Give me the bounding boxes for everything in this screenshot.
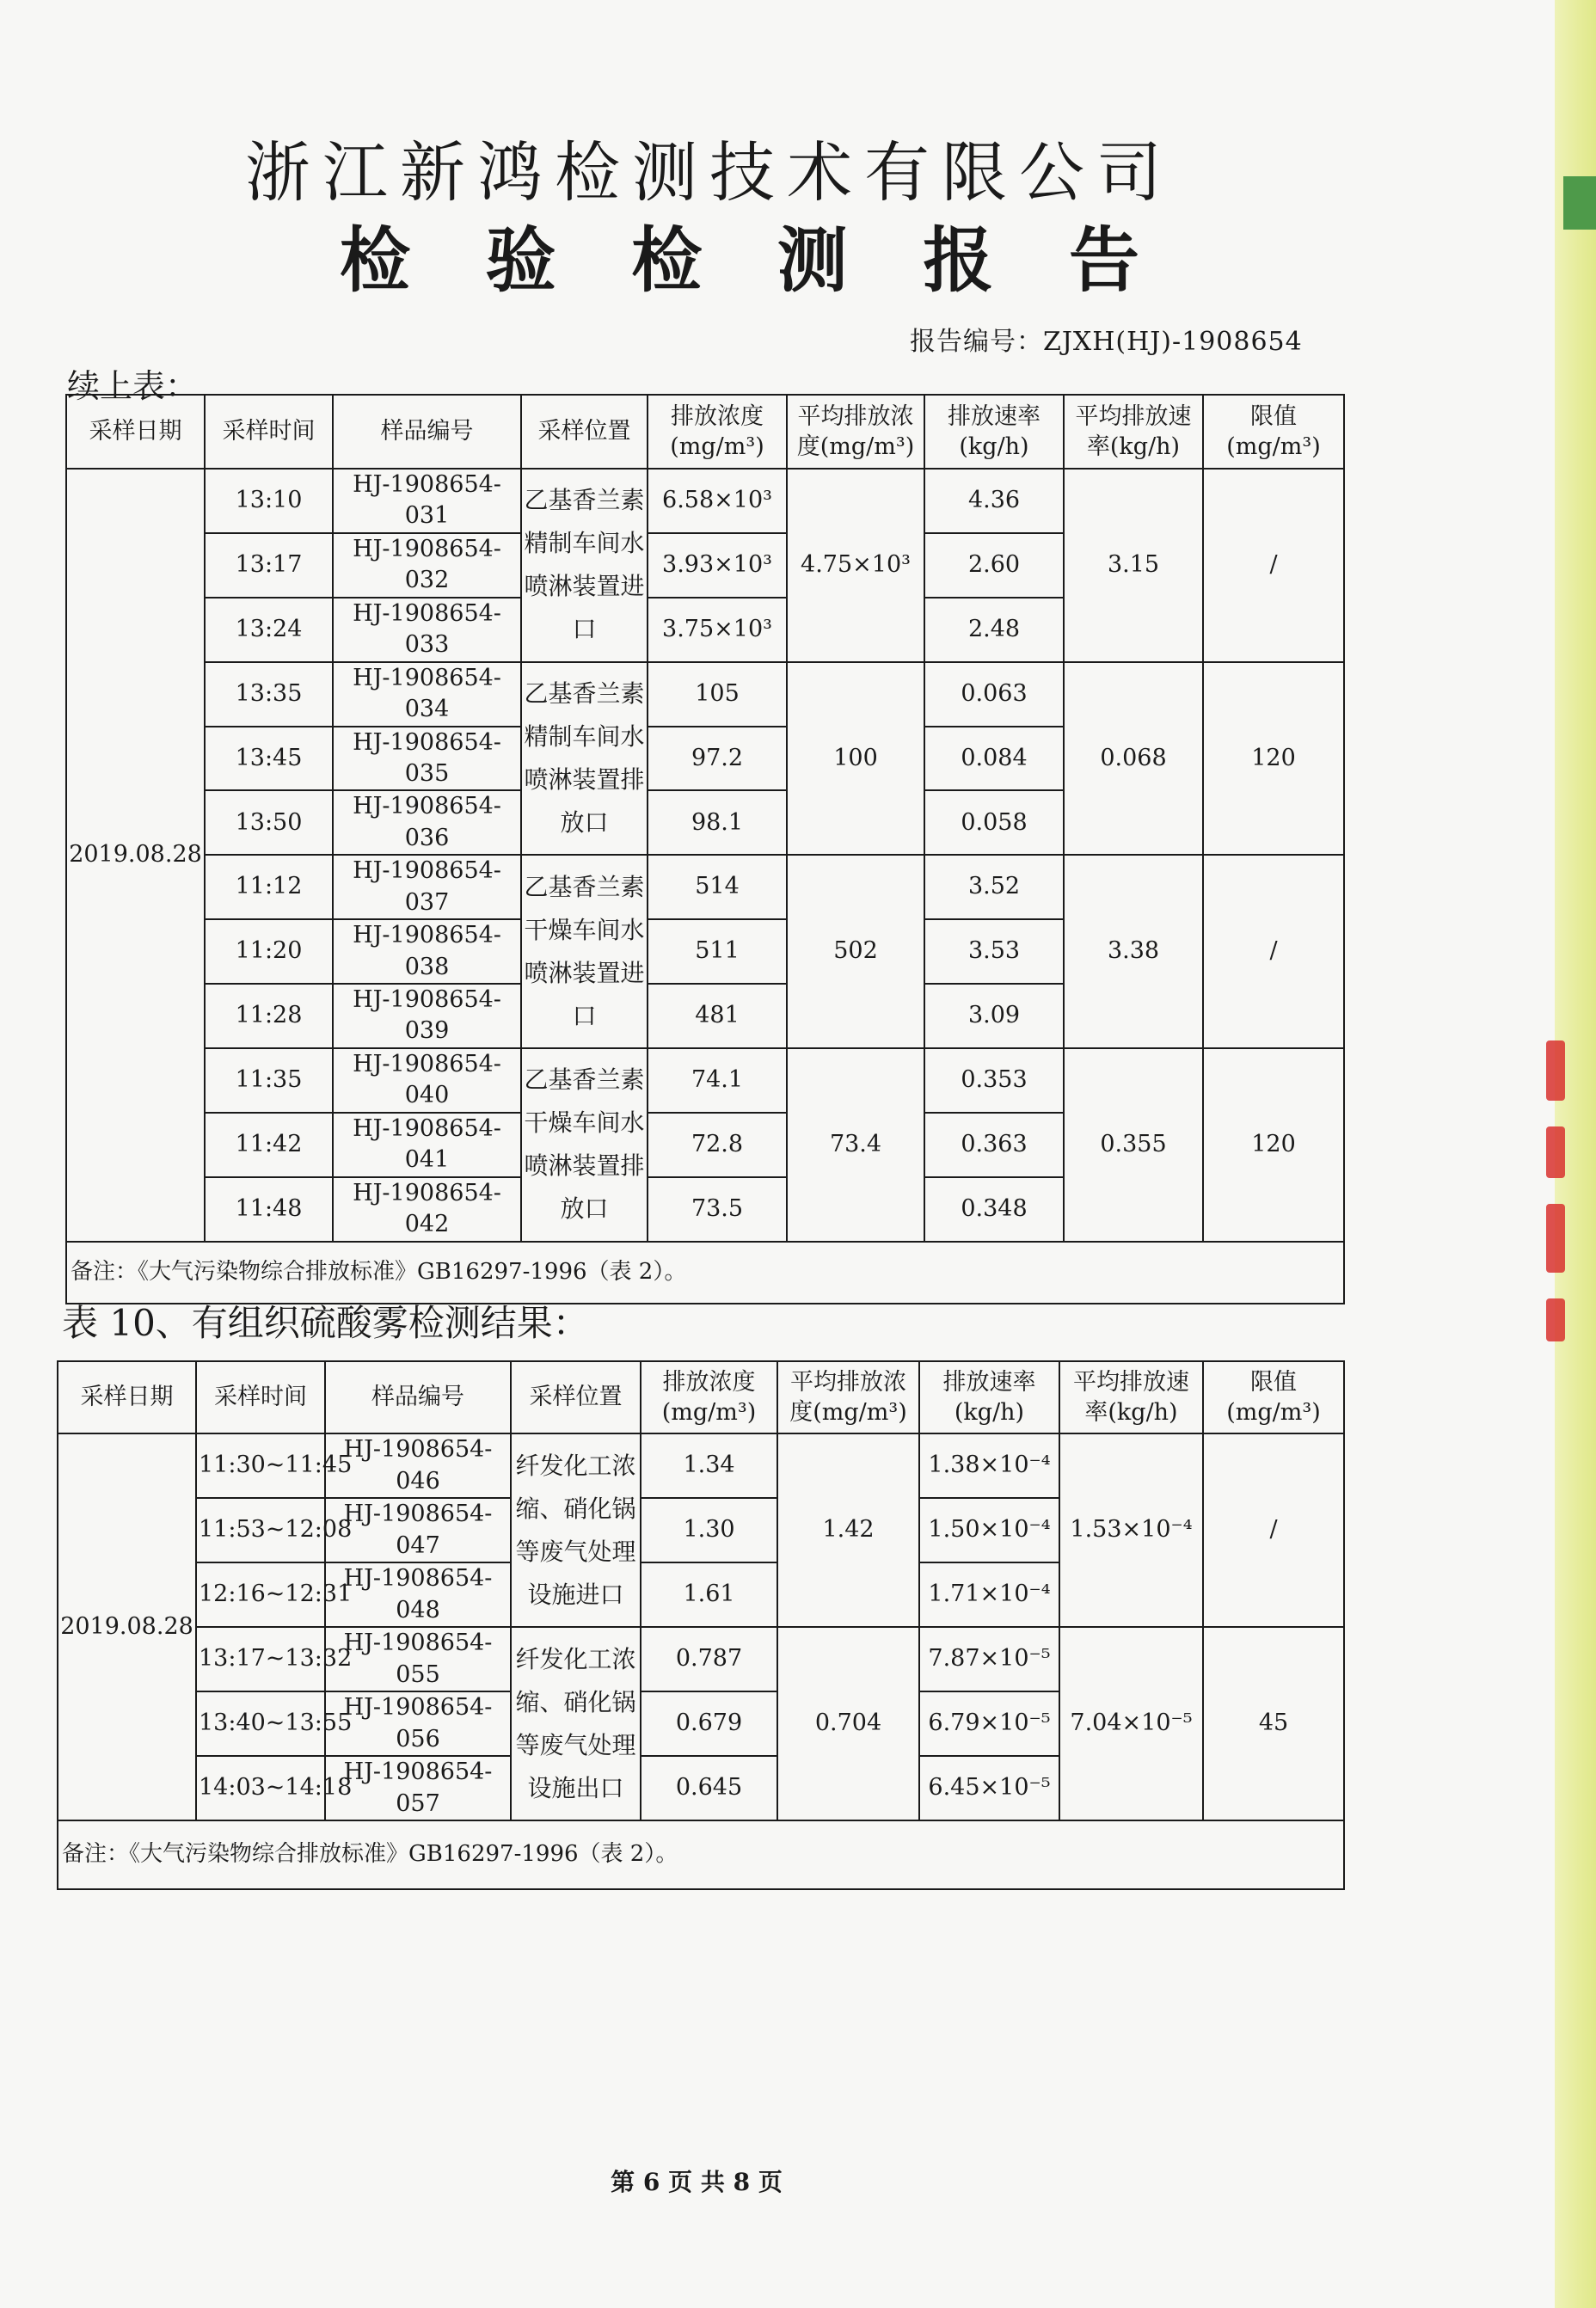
sampling-time: 13:50 [205, 790, 333, 855]
average-emission-rate: 0.355 [1064, 1048, 1203, 1242]
sampling-time: 11:20 [205, 919, 333, 984]
emission-rate: 2.48 [924, 598, 1064, 662]
header-date: 采样日期 [58, 1361, 196, 1433]
emission-concentration: 0.679 [641, 1691, 777, 1756]
average-emission-rate: 0.068 [1064, 662, 1203, 856]
header-rate [924, 395, 1064, 469]
emission-concentration: 72.8 [648, 1113, 787, 1177]
header-rate-line1: 排放速率 [948, 402, 1040, 430]
emission-concentration: 98.1 [648, 790, 787, 855]
sample-number: HJ-1908654-031 [333, 469, 521, 533]
sample-number: HJ-1908654-036 [333, 790, 521, 855]
average-concentration: 0.704 [777, 1627, 919, 1820]
emission-rate: 3.53 [924, 919, 1064, 984]
emission-rate: 0.348 [924, 1177, 1064, 1242]
report-title-char: 检 [340, 219, 411, 302]
header-sample-no: 样品编号 [333, 395, 521, 469]
sampling-time: 13:17 [205, 533, 333, 598]
limit-value: / [1203, 1433, 1344, 1627]
sampling-location: 乙基香兰素精制车间水喷淋装置排放口 [521, 662, 648, 856]
header-time: 采样时间 [205, 395, 333, 469]
sampling-time: 11:53~12:08 [196, 1498, 325, 1562]
emission-concentration: 97.2 [648, 727, 787, 791]
emission-rate: 2.60 [924, 533, 1064, 598]
sample-number: HJ-1908654-048 [325, 1562, 511, 1627]
emission-concentration: 105 [648, 662, 787, 727]
sampling-time: 11:35 [205, 1048, 333, 1113]
table-row [58, 1627, 1344, 1691]
red-seal-stamp [1546, 1040, 1568, 1350]
limit-value: 120 [1203, 1048, 1344, 1242]
table-9-continued [65, 394, 1345, 1304]
emission-concentration: 1.30 [641, 1498, 777, 1562]
average-concentration: 1.42 [777, 1433, 919, 1627]
report-title-char: 报 [923, 219, 994, 302]
emission-rate: 3.09 [924, 984, 1064, 1048]
sampling-time: 13:40~13:55 [196, 1691, 325, 1756]
average-emission-rate: 1.53×10⁻⁴ [1059, 1433, 1203, 1627]
limit-value: / [1203, 855, 1344, 1048]
header-avg-conc [777, 1361, 919, 1433]
emission-concentration: 1.34 [641, 1433, 777, 1498]
emission-concentration: 3.93×10³ [648, 533, 787, 598]
sampling-time: 11:30~11:45 [196, 1433, 325, 1498]
report-title-char: 验 [485, 219, 556, 302]
emission-concentration: 0.787 [641, 1627, 777, 1691]
header-avg-conc-line2: 度(mg/m³) [789, 1399, 907, 1426]
sampling-location: 乙基香兰素干燥车间水喷淋装置排放口 [521, 1048, 648, 1242]
emission-concentration: 6.58×10³ [648, 469, 787, 533]
header-row [66, 395, 1344, 469]
average-concentration: 100 [787, 662, 924, 856]
sampling-time: 14:03~14:18 [196, 1756, 325, 1820]
continued-label: 续上表： [67, 367, 199, 405]
table-note: 备注：《大气污染物综合排放标准》GB16297-1996（表 2）。 [58, 1820, 1344, 1889]
header-rate-line2: (kg/h) [954, 1399, 1025, 1426]
header-rate-line2: (kg/h) [959, 433, 1029, 460]
emission-rate: 0.063 [924, 662, 1064, 727]
sampling-time: 11:48 [205, 1177, 333, 1242]
header-conc [641, 1361, 777, 1433]
report-title-char: 测 [777, 219, 848, 302]
table-note: 备注：《大气污染物综合排放标准》GB16297-1996（表 2）。 [66, 1242, 1344, 1304]
sample-number: HJ-1908654-046 [325, 1433, 511, 1498]
header-avg-conc-line1: 平均排放浓 [790, 1368, 906, 1396]
report-number: 报告编号：ZJXH(HJ)-1908654 [910, 327, 1303, 357]
emission-rate: 4.36 [924, 469, 1064, 533]
sampling-time: 13:24 [205, 598, 333, 662]
sampling-time: 13:10 [205, 469, 333, 533]
header-avg-rate [1059, 1361, 1203, 1433]
emission-rate: 1.71×10⁻⁴ [919, 1562, 1059, 1627]
sample-number: HJ-1908654-038 [333, 919, 521, 984]
header-date: 采样日期 [66, 395, 205, 469]
report-title-char: 检 [631, 219, 703, 302]
sample-number: HJ-1908654-057 [325, 1756, 511, 1820]
sample-number: HJ-1908654-039 [333, 984, 521, 1048]
emission-concentration: 514 [648, 855, 787, 919]
table-row [66, 469, 1344, 533]
emission-concentration: 1.61 [641, 1562, 777, 1627]
table-10-sulfuric-acid-mist [57, 1360, 1345, 1890]
header-conc-line2: (mg/m³) [661, 1399, 757, 1426]
note-row [58, 1820, 1344, 1889]
sample-number: HJ-1908654-033 [333, 598, 521, 662]
sampling-location: 纤发化工浓缩、硝化锅等废气处理设施进口 [511, 1433, 641, 1627]
header-rate [919, 1361, 1059, 1433]
table-row [58, 1433, 1344, 1498]
average-emission-rate: 3.38 [1064, 855, 1203, 1048]
sampling-time: 13:17~13:32 [196, 1627, 325, 1691]
emission-rate: 0.084 [924, 727, 1064, 791]
table-row [66, 855, 1344, 919]
table-row [66, 1048, 1344, 1113]
average-emission-rate: 3.15 [1064, 469, 1203, 662]
note-row [66, 1242, 1344, 1304]
report-title [340, 205, 1139, 305]
report-title-char: 告 [1068, 219, 1139, 302]
emission-rate: 1.38×10⁻⁴ [919, 1433, 1059, 1498]
emission-concentration: 74.1 [648, 1048, 787, 1113]
header-conc-line1: 排放浓度 [662, 1368, 756, 1396]
sampling-time: 11:28 [205, 984, 333, 1048]
sampling-time: 11:12 [205, 855, 333, 919]
header-avg-conc [787, 395, 924, 469]
sampling-location: 纤发化工浓缩、硝化锅等废气处理设施出口 [511, 1627, 641, 1820]
header-time: 采样时间 [196, 1361, 325, 1433]
header-location: 采样位置 [521, 395, 648, 469]
sample-number: HJ-1908654-047 [325, 1498, 511, 1562]
average-concentration: 73.4 [787, 1048, 924, 1242]
sample-number: HJ-1908654-042 [333, 1177, 521, 1242]
sampling-location: 乙基香兰素精制车间水喷淋装置进口 [521, 469, 648, 662]
emission-rate: 6.79×10⁻⁵ [919, 1691, 1059, 1756]
header-conc-line1: 排放浓度 [671, 402, 764, 430]
table-10-title: 表 10、有组织硫酸雾检测结果： [62, 1302, 589, 1344]
page-footer: 第 6 页 共 8 页 [611, 2168, 783, 2196]
header-sample-no: 样品编号 [325, 1361, 511, 1433]
average-emission-rate: 7.04×10⁻⁵ [1059, 1627, 1203, 1820]
sampling-time: 11:42 [205, 1113, 333, 1177]
header-location: 采样位置 [511, 1361, 641, 1433]
sampling-date: 2019.08.28 [66, 469, 205, 1242]
emission-rate: 0.353 [924, 1048, 1064, 1113]
sampling-date: 2019.08.28 [58, 1433, 196, 1820]
emission-rate: 0.058 [924, 790, 1064, 855]
emission-rate: 1.50×10⁻⁴ [919, 1498, 1059, 1562]
sample-number: HJ-1908654-056 [325, 1691, 511, 1756]
average-concentration: 4.75×10³ [787, 469, 924, 662]
green-tab-marker [1563, 176, 1596, 230]
emission-concentration: 73.5 [648, 1177, 787, 1242]
company-name: 浙江新鸿检测技术有限公司 [245, 134, 1174, 211]
header-row [58, 1361, 1344, 1433]
sampling-time: 12:16~12:31 [196, 1562, 325, 1627]
header-avg-rate-line2: 率(kg/h) [1084, 1399, 1178, 1426]
sample-number: HJ-1908654-037 [333, 855, 521, 919]
header-avg-rate-line2: 率(kg/h) [1086, 433, 1181, 460]
header-avg-conc-line1: 平均排放浓 [797, 402, 914, 430]
limit-value: 45 [1203, 1627, 1344, 1820]
emission-concentration: 0.645 [641, 1756, 777, 1820]
sample-number: HJ-1908654-032 [333, 533, 521, 598]
emission-rate: 3.52 [924, 855, 1064, 919]
header-conc [648, 395, 787, 469]
sample-number: HJ-1908654-055 [325, 1627, 511, 1691]
sample-number: HJ-1908654-040 [333, 1048, 521, 1113]
limit-value: / [1203, 469, 1344, 662]
header-conc-line2: (mg/m³) [670, 433, 764, 460]
sample-number: HJ-1908654-041 [333, 1113, 521, 1177]
sample-number: HJ-1908654-035 [333, 727, 521, 791]
header-avg-rate-line1: 平均排放速 [1075, 402, 1192, 430]
sample-number: HJ-1908654-034 [333, 662, 521, 727]
header-avg-conc-line2: 度(mg/m³) [796, 433, 915, 460]
header-limit: 限值(mg/m³) [1203, 395, 1344, 469]
sampling-location: 乙基香兰素干燥车间水喷淋装置进口 [521, 855, 648, 1048]
header-avg-rate-line1: 平均排放速 [1073, 1368, 1189, 1396]
sampling-time: 13:35 [205, 662, 333, 727]
header-avg-rate [1064, 395, 1203, 469]
sampling-time: 13:45 [205, 727, 333, 791]
emission-concentration: 511 [648, 919, 787, 984]
header-limit: 限值(mg/m³) [1203, 1361, 1344, 1433]
emission-concentration: 481 [648, 984, 787, 1048]
emission-concentration: 3.75×10³ [648, 598, 787, 662]
header-rate-line1: 排放速率 [942, 1368, 1036, 1396]
emission-rate: 7.87×10⁻⁵ [919, 1627, 1059, 1691]
emission-rate: 0.363 [924, 1113, 1064, 1177]
limit-value: 120 [1203, 662, 1344, 856]
emission-rate: 6.45×10⁻⁵ [919, 1756, 1059, 1820]
average-concentration: 502 [787, 855, 924, 1048]
table-row [66, 662, 1344, 727]
